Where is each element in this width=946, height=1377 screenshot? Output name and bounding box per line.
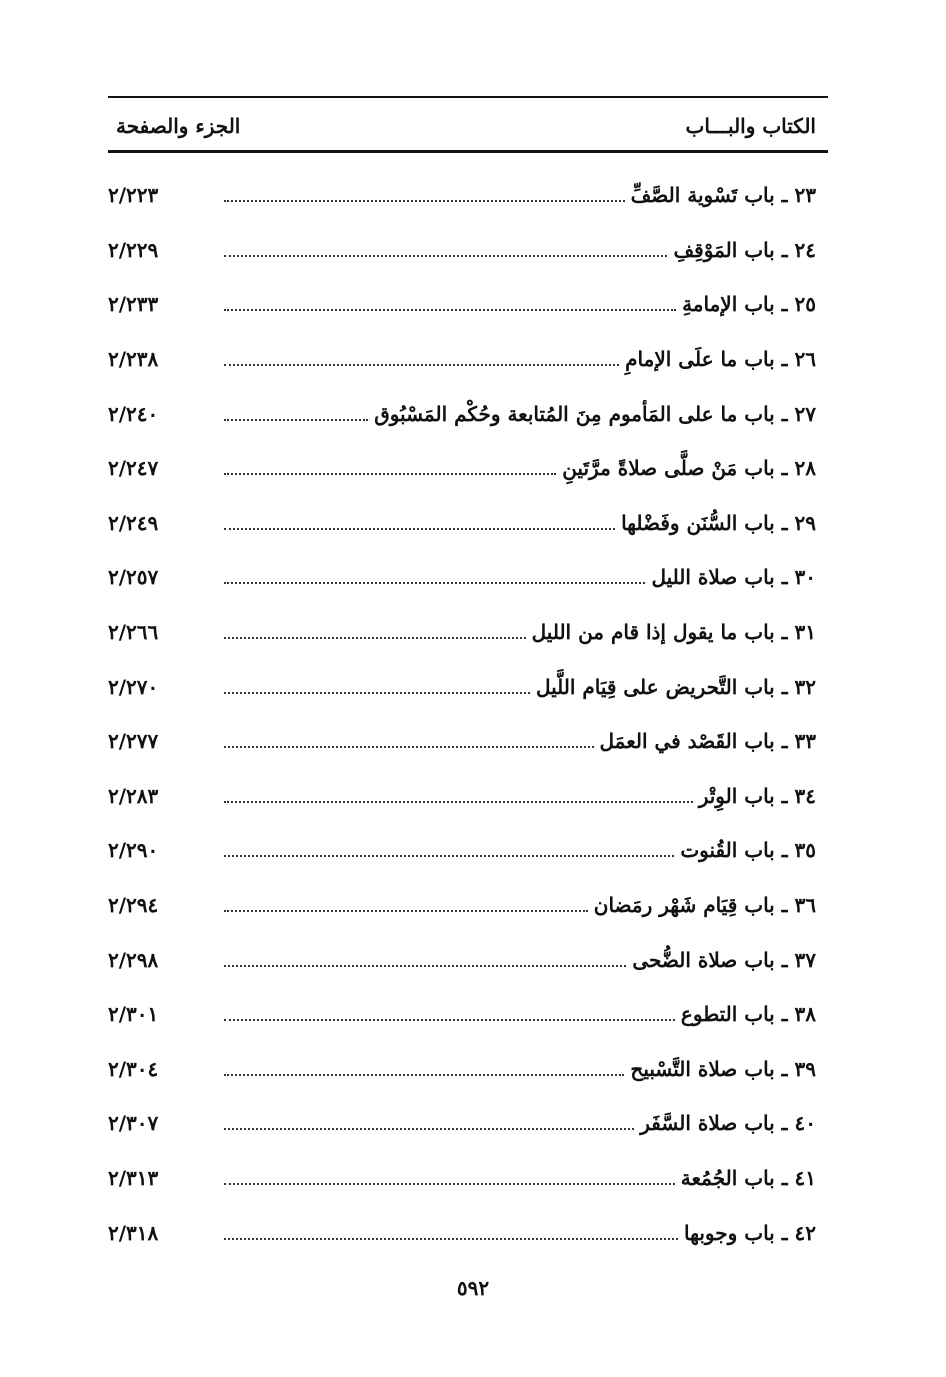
toc-entry-page: ٢/٢٢٩ xyxy=(108,237,159,262)
toc-entry xyxy=(108,386,828,441)
dot-leader xyxy=(224,528,615,530)
toc-entry-title: ٣٨ ـ باب التطوع xyxy=(680,1002,816,1027)
toc-entry xyxy=(108,769,828,824)
toc-entry-title: ٣٦ ـ باب قِيَام شَهْر رمَضان xyxy=(593,893,816,918)
toc-entry-page: ٢/٢٧٠ xyxy=(108,674,159,699)
toc-entry-title: ٣٢ ـ باب التَّحريض على قِيَام اللَّيل xyxy=(535,674,816,699)
dot-leader xyxy=(224,692,530,694)
dot-leader xyxy=(224,200,625,202)
toc-entry-page: ٢/٢٧٧ xyxy=(108,729,159,754)
toc-entry xyxy=(108,714,828,769)
header-rule xyxy=(108,150,828,153)
toc-entry-title: ٢٩ ـ باب السُّنَن وفَضْلها xyxy=(621,510,816,535)
toc-entry-page: ٢/٢٩٠ xyxy=(108,838,159,863)
toc-entry-title: ٣٩ ـ باب صلاة التَّسْبيح xyxy=(630,1056,816,1081)
toc-entry-title: ٣٠ ـ باب صلاة الليل xyxy=(651,565,816,590)
toc-entry-title: ٣٥ ـ باب القُنوت xyxy=(680,838,816,863)
toc-entry-page: ٢/٢٩٨ xyxy=(108,947,159,972)
toc-entry-title: ٢٦ ـ باب ما علَى الإمامِ xyxy=(625,347,816,372)
toc-entry-title: ٤٠ ـ باب صلاة السَّفَر xyxy=(640,1111,816,1136)
toc-entry-page: ٢/٢٤٠ xyxy=(108,401,159,426)
toc-entry xyxy=(108,878,828,933)
toc-entry-page: ٢/٣١٣ xyxy=(108,1165,159,1190)
dot-leader xyxy=(224,419,368,421)
toc-entry-title: ٣٣ ـ باب القَصْد في العمَل xyxy=(599,729,816,754)
toc-entry-page: ٢/٢٤٧ xyxy=(108,456,159,481)
toc-entry-page: ٢/٣٠١ xyxy=(108,1002,159,1027)
toc-entry-title: ٣٧ ـ باب صلاة الضُّحى xyxy=(632,947,816,972)
toc-entry-title: ٢٤ ـ باب المَوْقِفِ xyxy=(673,237,816,262)
toc-entry xyxy=(108,605,828,660)
toc-entry-page: ٢/٣٠٧ xyxy=(108,1111,159,1136)
dot-leader xyxy=(224,1074,624,1076)
toc-entry-page: ٢/٣١٨ xyxy=(108,1220,159,1245)
toc-entry-title: ٣٤ ـ باب الوِتْر xyxy=(698,783,816,808)
toc-entry xyxy=(108,168,828,223)
toc-entry-page: ٢/٢٥٧ xyxy=(108,565,159,590)
toc-entry xyxy=(108,1096,828,1151)
table-header xyxy=(108,106,828,146)
toc-entry xyxy=(108,987,828,1042)
dot-leader xyxy=(224,309,676,311)
dot-leader xyxy=(224,1019,675,1021)
toc-entry-page: ٢/٢٨٣ xyxy=(108,783,159,808)
header-book-chapter-label: الكتاب والبـــاب xyxy=(685,114,816,138)
toc-entry xyxy=(108,1042,828,1097)
toc-entry xyxy=(108,932,828,987)
toc-entry-page: ٢/٢٤٩ xyxy=(108,510,159,535)
toc-entry-page: ٢/٢٣٨ xyxy=(108,347,159,372)
toc-entry xyxy=(108,550,828,605)
dot-leader xyxy=(224,1183,675,1185)
dot-leader xyxy=(224,255,667,257)
header-volume-page-label: الجزء والصفحة xyxy=(116,114,241,138)
toc-entry xyxy=(108,223,828,278)
dot-leader xyxy=(224,637,526,639)
dot-leader xyxy=(224,1128,634,1130)
toc-entry xyxy=(108,659,828,714)
toc-entry-page: ٢/٢٦٦ xyxy=(108,620,159,645)
dot-leader xyxy=(224,855,674,857)
top-rule xyxy=(108,96,828,98)
dot-leader xyxy=(224,801,693,803)
toc-entry xyxy=(108,823,828,878)
toc-entry-title: ٣١ ـ باب ما يقول إذا قام من الليل xyxy=(531,620,816,645)
toc-entry-title: ٢٨ ـ باب مَنْ صلَّى صلاةً مرَّتَينِ xyxy=(562,456,816,481)
toc-entry-page: ٢/٣٠٤ xyxy=(108,1056,159,1081)
toc-entry-page: ٢/٢٩٤ xyxy=(108,893,159,918)
toc-entry-title: ٢٧ ـ باب ما على المَأموم مِنَ المُتابعة وحُكْم المَسْبُوق xyxy=(374,401,816,426)
toc-entry-title: ٤٢ ـ باب وجوبها xyxy=(684,1220,816,1245)
dot-leader xyxy=(224,473,556,475)
toc-entry xyxy=(108,1151,828,1206)
table-of-contents xyxy=(108,168,828,1260)
toc-entry-title: ٢٣ ـ باب تَسْوية الصَّفِّ xyxy=(630,183,816,208)
toc-entry-title: ٢٥ ـ باب الإمامةِ xyxy=(682,292,816,317)
toc-entry xyxy=(108,496,828,551)
dot-leader xyxy=(224,364,619,366)
page-number: ٥٩٢ xyxy=(456,1276,490,1300)
toc-entry xyxy=(108,1205,828,1260)
dot-leader xyxy=(224,965,626,967)
dot-leader xyxy=(224,746,594,748)
dot-leader xyxy=(224,582,645,584)
toc-entry-page: ٢/٢٢٣ xyxy=(108,183,159,208)
dot-leader xyxy=(224,910,588,912)
toc-entry xyxy=(108,332,828,387)
toc-entry-page: ٢/٢٣٣ xyxy=(108,292,159,317)
toc-entry xyxy=(108,441,828,496)
dot-leader xyxy=(224,1238,678,1240)
toc-entry-title: ٤١ ـ باب الجُمُعة xyxy=(680,1165,816,1190)
toc-entry xyxy=(108,277,828,332)
